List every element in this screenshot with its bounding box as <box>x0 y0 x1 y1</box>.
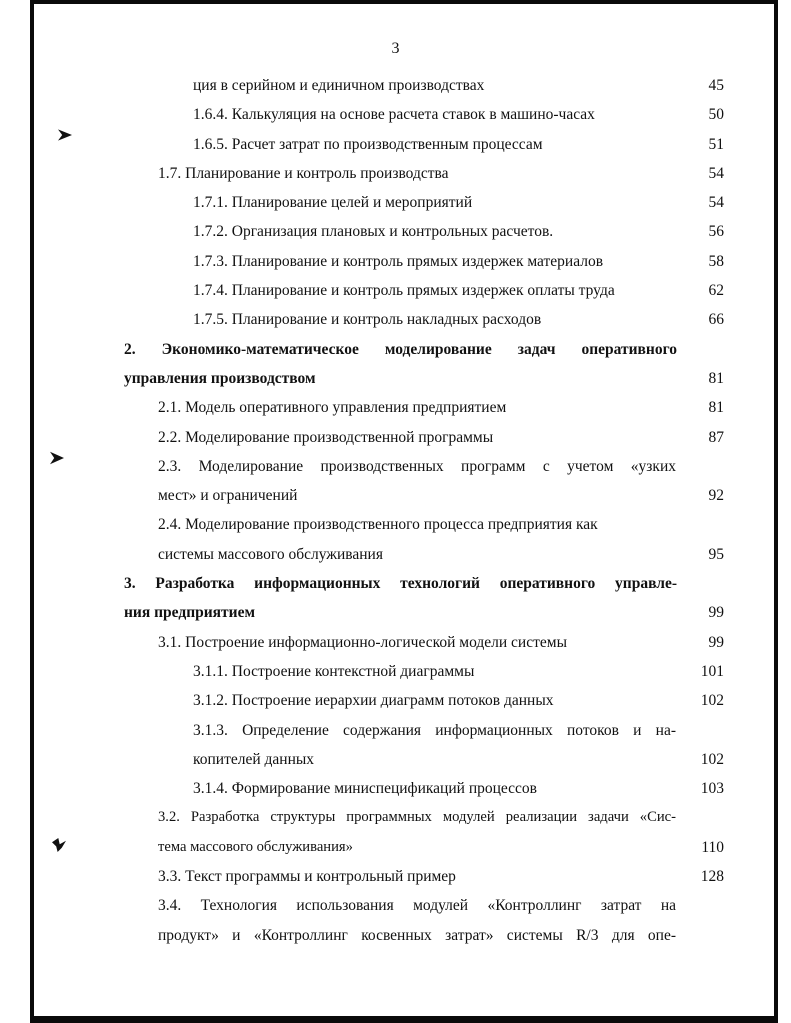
toc-entry: продукт» и «Контроллинг косвенных затрат» системы R/3 для опе- <box>158 926 676 944</box>
toc-entry: 3.1.4. Формирование миниспецификаций процессов 103 <box>193 780 724 798</box>
page-border-bottom <box>30 1016 778 1023</box>
toc-entry: 1.7. Планирование и контроль производства 54 <box>158 164 724 182</box>
toc-entry: 1.7.2. Организация плановых и контрольных расчетов. 56 <box>193 223 724 241</box>
toc-entry: 3.4. Технология использования модулей «Контроллинг затрат на <box>158 897 676 915</box>
toc-chapter-entry: 2. Экономико-математическое моделирование задач оперативного <box>124 340 677 358</box>
toc-entry: 2.1. Модель оперативного управления предприятием 81 <box>158 399 724 417</box>
toc-entry: 3.2. Разработка структуры программных модулей реализации задачи «Сис- <box>158 809 676 826</box>
toc-chapter-entry: ния предприятием 99 <box>124 604 724 622</box>
toc-entry: тема массового обслуживания» 110 <box>158 838 724 856</box>
toc-entry: 1.7.1. Планирование целей и мероприятий 54 <box>193 194 724 212</box>
toc-chapter-entry: 3. Разработка информационных технологий оперативного управле- <box>124 575 677 593</box>
toc-entry: копителей данных 102 <box>193 750 724 768</box>
toc-entry: ция в серийном и единичном производствах 45 <box>193 77 724 94</box>
toc-entry: 1.6.5. Расчет затрат по производственным процессам 51 <box>193 135 724 153</box>
toc-entry: мест» и ограничений 92 <box>158 487 724 505</box>
toc-entry: 2.4. Моделирование производственного процесса предприятия как <box>158 516 598 534</box>
toc-entry: 3.1.3. Определение содержания информационных потоков и на- <box>193 721 676 739</box>
toc-entry: 1.7.5. Планирование и контроль накладных расходов 66 <box>193 311 724 329</box>
toc-entry: системы массового обслуживания 95 <box>158 545 724 563</box>
toc-entry: 3.1.1. Построение контекстной диаграммы 101 <box>193 662 724 680</box>
toc-chapter-entry: управления производством 81 <box>124 369 724 387</box>
toc-entry: 3.3. Текст программы и контрольный пример 128 <box>158 868 724 886</box>
toc-entry: 1.7.4. Планирование и контроль прямых издержек оплаты труда 62 <box>193 282 724 300</box>
toc-entry: 3.1.2. Построение иерархии диаграмм потоков данных 102 <box>193 692 724 710</box>
toc-entry: 2.3. Моделирование производственных программ с учетом «узких <box>158 457 676 475</box>
toc-entry: 1.7.3. Планирование и контроль прямых издержек материалов 58 <box>193 252 724 270</box>
toc-entry: 3.1. Построение информационно-логической модели системы 99 <box>158 633 724 651</box>
table-of-contents <box>0 71 791 950</box>
page-border-top <box>30 0 778 4</box>
toc-entry: 2.2. Моделирование производственной программы 87 <box>158 428 724 446</box>
page-number: 3 <box>391 40 400 57</box>
toc-entry: 1.6.4. Калькуляция на основе расчета ставок в машино-часах 50 <box>193 106 724 124</box>
